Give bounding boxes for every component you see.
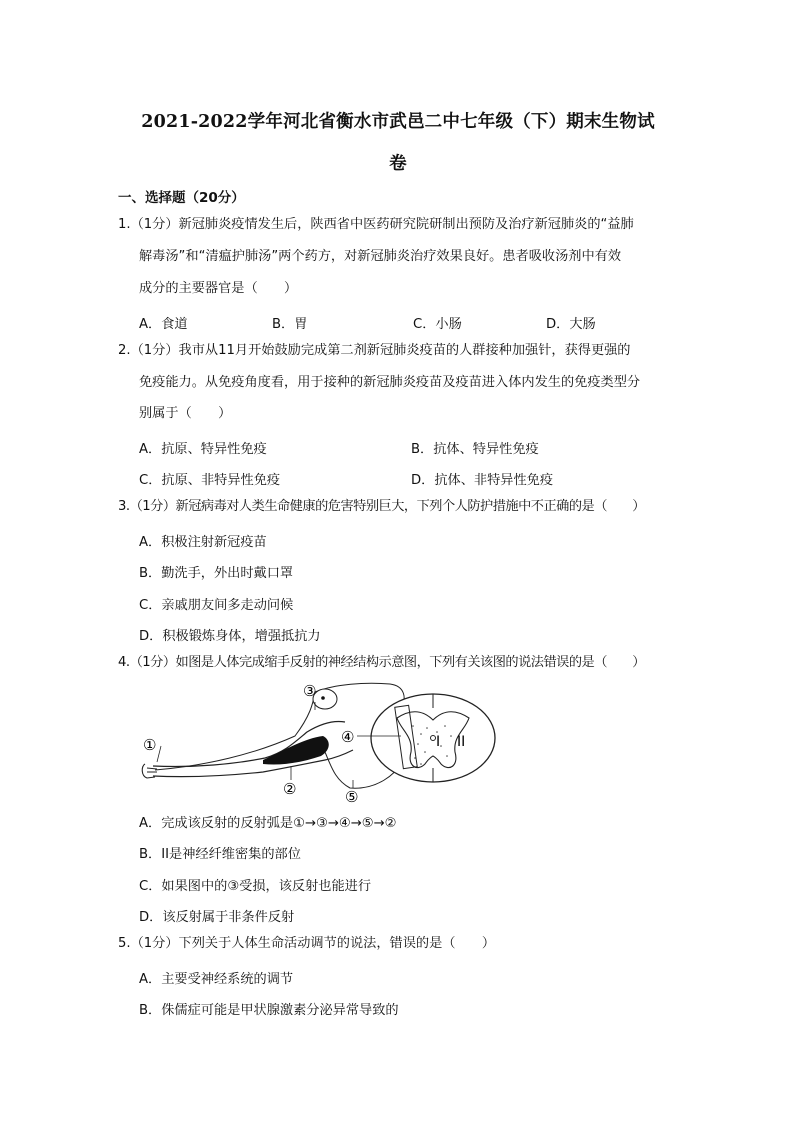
question-2-option-d: D．抗体、非特异性免疫: [411, 473, 554, 488]
question-3-option-b: B．勤洗手，外出时戴口罩: [139, 566, 294, 581]
diagram-label-3: ③: [303, 682, 317, 700]
question-2-line-1: 2.（1分）我市从11月开始鼓励完成第二剂新冠肺炎疫苗的人群接种加强针，获得更强的: [118, 343, 631, 358]
question-2-option-b: B．抗体、特异性免疫: [411, 442, 539, 457]
pointer-line-1: [157, 746, 161, 762]
question-1-option-d: D．大肠: [546, 317, 596, 332]
question-5-line-1: 5.（1分）下列关于人体生命活动调节的说法，错误的是（ ）: [118, 936, 496, 951]
question-1-option-c: C．小肠: [413, 317, 462, 332]
question-1-option-b: B．胃: [272, 317, 308, 332]
question-1-line-2: 解毒汤”和“清瘟护肺汤”两个药方，对新冠肺炎治疗效果良好。患者吸收汤剂中有效: [139, 249, 622, 264]
question-1-line-3: 成分的主要器官是（ ）: [139, 281, 298, 296]
ganglion: [313, 689, 337, 709]
question-2-option-a: A．抗原、特异性免疫: [139, 442, 267, 457]
question-1-option-a: A．食道: [139, 317, 188, 332]
question-4-line-1: 4.（1分）如图是人体完成缩手反射的神经结构示意图，下列有关该图的说法错误的是（ ）: [118, 655, 645, 670]
question-3-option-c: C．亲戚朋友间多走动问候: [139, 598, 294, 613]
diagram-label-I: I: [436, 734, 441, 750]
question-3-line-1: 3.（1分）新冠病毒对人类生命健康的危害特别巨大，下列个人防护措施中不正确的是（ ）: [118, 499, 645, 514]
reflex-arc-diagram: [135, 680, 505, 805]
question-2-line-2: 免疫能力。从免疫角度看，用于接种的新冠肺炎疫苗及疫苗进入体内发生的免疫类型分: [139, 375, 641, 390]
question-5-option-b: B．侏儒症可能是甲状腺激素分泌异常导致的: [139, 1003, 399, 1018]
diagram-label-2: ②: [283, 780, 297, 798]
question-3-option-a: A．积极注射新冠疫苗: [139, 535, 267, 550]
question-2-option-c: C．抗原、非特异性免疫: [139, 473, 281, 488]
section-heading-choice: 一、选择题（20分）: [118, 190, 245, 206]
diagram-label-1: ①: [143, 736, 157, 754]
document-title-line-1: 2021-2022学年河北省衡水市武邑二中七年级（下）期末生物试: [141, 112, 655, 132]
question-5-option-a: A．主要受神经系统的调节: [139, 972, 294, 987]
document-title-line-2: 卷: [389, 154, 407, 174]
question-4-option-d: D．该反射属于非条件反射: [139, 910, 295, 925]
question-1-line-1: 1.（1分）新冠肺炎疫情发生后，陕西省中医药研究院研制出预防及治疗新冠肺炎的“益肺: [118, 217, 634, 232]
diagram-label-5: ⑤: [345, 788, 359, 805]
ganglion-cell: [321, 696, 325, 700]
effector-muscle: [263, 736, 329, 765]
question-2-line-3: 别属于（ ）: [139, 406, 232, 421]
question-4-option-b: B．II是神经纤维密集的部位: [139, 847, 301, 862]
question-3-option-d: D．积极锻炼身体，增强抵抗力: [139, 629, 321, 644]
central-canal: [431, 736, 436, 741]
diagram-label-4: ④: [341, 728, 355, 746]
diagram-label-II: II: [457, 734, 466, 750]
question-4-option-a: A．完成该反射的反射弧是①→③→④→⑤→②: [139, 816, 397, 831]
question-4-option-c: C．如果图中的③受损，该反射也能进行: [139, 879, 372, 894]
